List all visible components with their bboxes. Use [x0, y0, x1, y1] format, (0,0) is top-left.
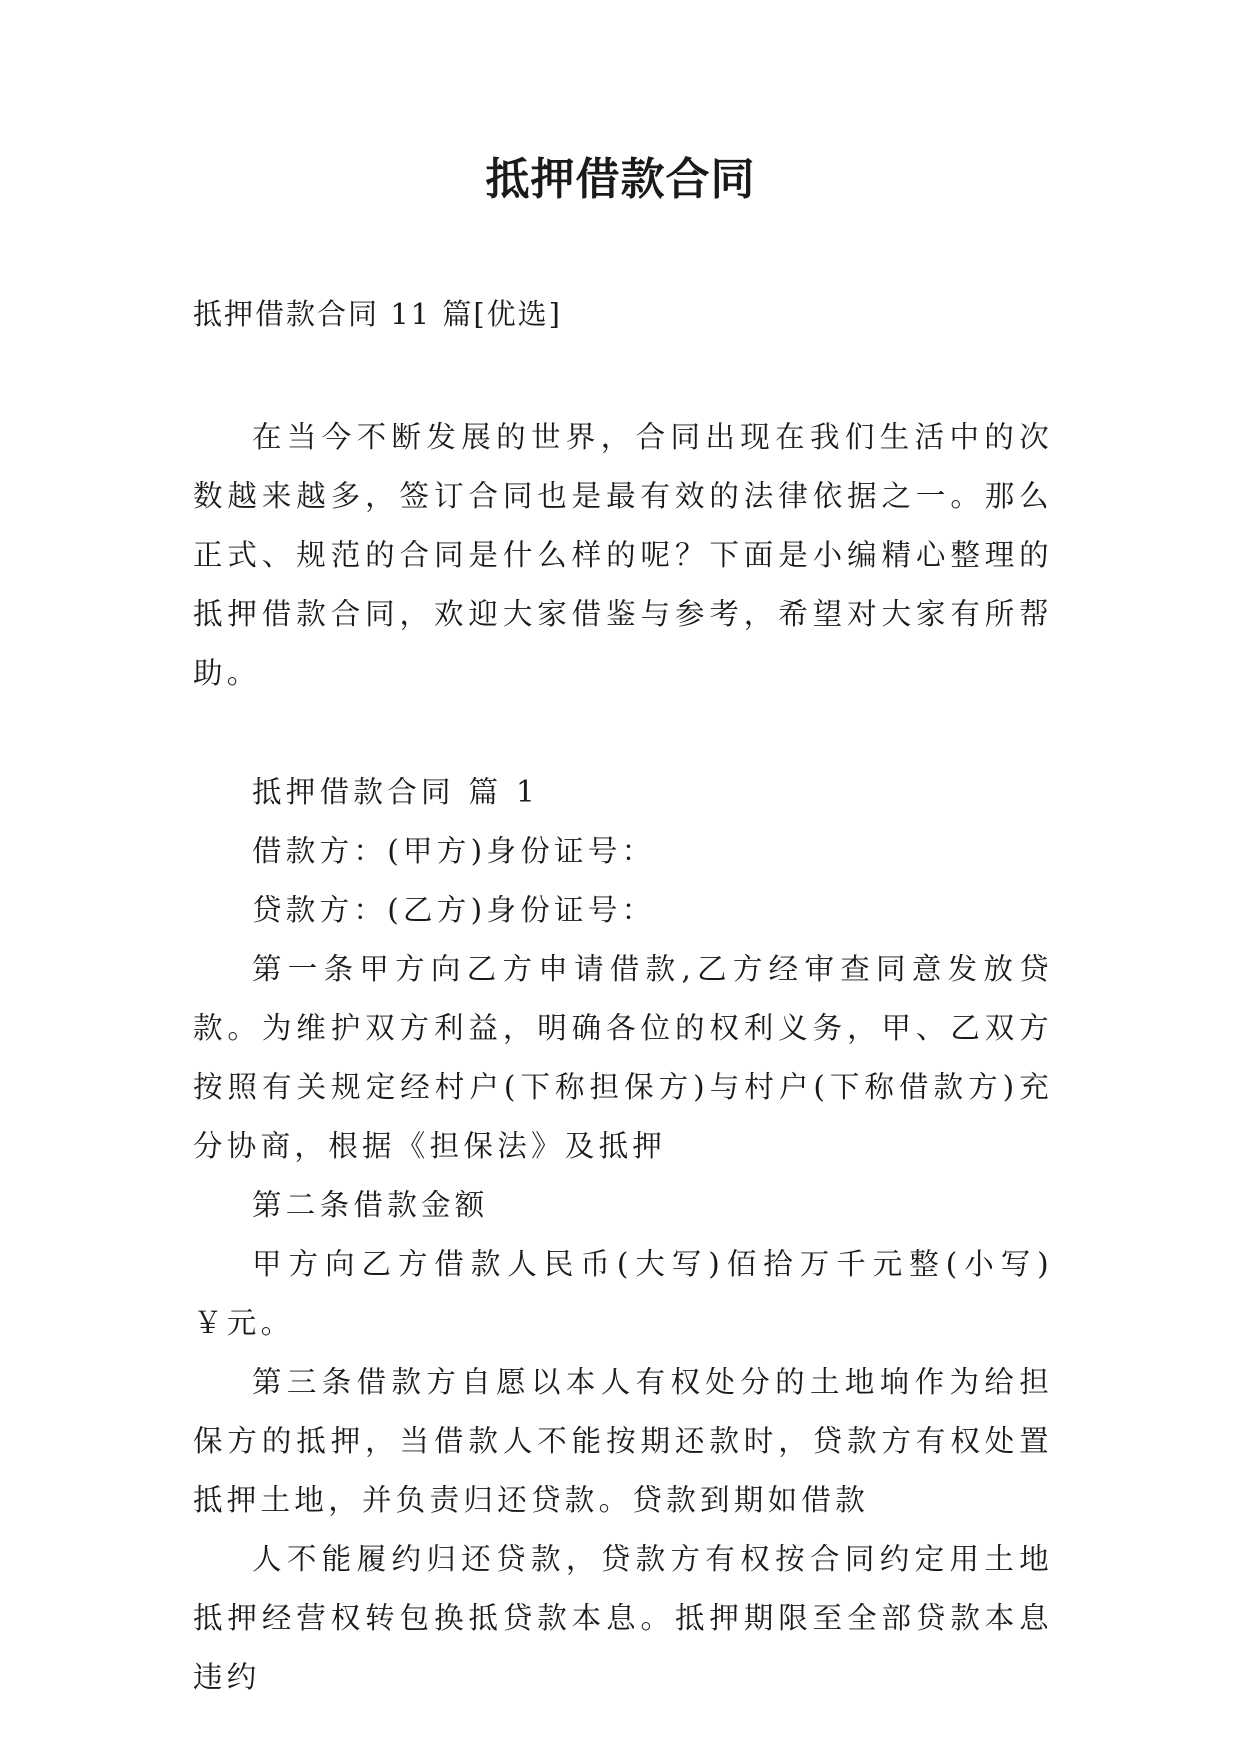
article-2-paragraph: 甲方向乙方借款人民币(大写)佰拾万千元整(小写)￥元。: [193, 1247, 1053, 1340]
document-subtitle: 抵押借款合同 11 篇[优选]: [193, 297, 562, 331]
lender-line: 贷款方：(乙方)身份证号：: [252, 893, 656, 927]
intro-paragraph: 在当今不断发展的世界，合同出现在我们生活中的次数越来越多，签订合同也是最有效的法律依据之一。那么正式、规范的合同是什么样的呢？下面是小编精心整理的抵押借款合同，欢迎大家借鉴与参考，希望对大家有所帮助。: [193, 420, 1053, 690]
borrower-line: 借款方：(甲方)身份证号：: [252, 834, 656, 868]
article-3-paragraph: 第三条借款方自愿以本人有权处分的土地垧作为给担保方的抵押，当借款人不能按期还款时，贷款方有权处置抵押土地，并负责归还贷款。贷款到期如借款: [193, 1365, 1053, 1517]
article-2-heading: 第二条借款金额: [252, 1188, 489, 1222]
article-3-continuation: 人不能履约归还贷款，贷款方有权按合同约定用土地抵押经营权转包换抵贷款本息。抵押期限至全部贷款本息违约: [193, 1542, 1053, 1694]
document-body: [193, 408, 1053, 1707]
article-1-paragraph: 第一条甲方向乙方申请借款,乙方经审查同意发放贷款。为维护双方利益，明确各位的权利义务，甲、乙双方按照有关规定经村户(下称担保方)与村户(下称借款方)充分协商，根据《担保法》及抵押: [193, 952, 1053, 1163]
paragraph-gap: [193, 703, 1053, 763]
document-title: 抵押借款合同: [485, 154, 756, 205]
section-heading: 抵押借款合同 篇 1: [252, 775, 540, 809]
